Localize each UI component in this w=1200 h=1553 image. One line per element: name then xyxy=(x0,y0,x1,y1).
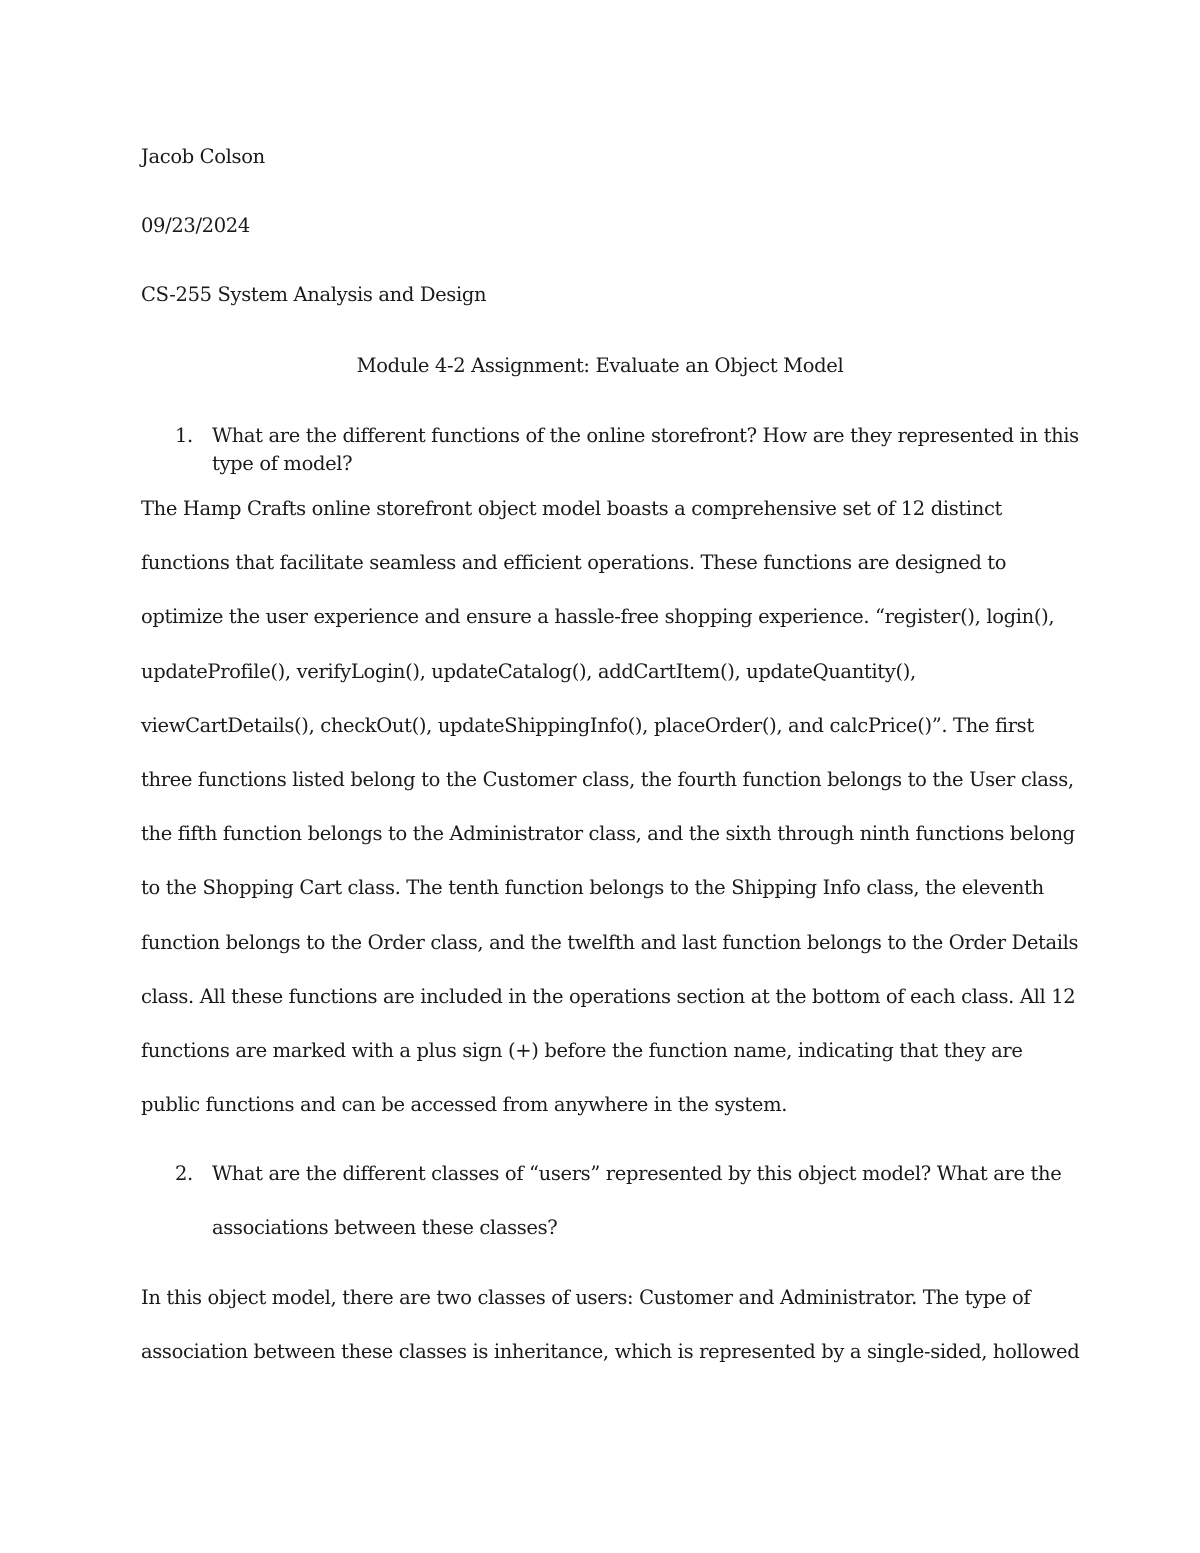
answer-1-line: functions that facilitate seamless and efficient operations. These functions are designed to xyxy=(141,551,1007,575)
answer-1-line: three functions listed belong to the Customer class, the fourth function belongs to the User class, xyxy=(141,768,1074,792)
question-1-line: type of model? xyxy=(212,452,353,475)
question-2-number: 2. xyxy=(175,1162,193,1185)
question-2 xyxy=(175,1147,1075,1255)
answer-1-line: functions are marked with a plus sign (+) before the function name, indicating that they are xyxy=(141,1039,1023,1063)
answer-1-line: public functions and can be accessed from anywhere in the system. xyxy=(141,1093,788,1117)
answer-1-line: class. All these functions are included in the operations section at the bottom of each class. All 12 xyxy=(141,984,1076,1008)
question-2-line: associations between these classes? xyxy=(212,1216,558,1239)
question-1-text xyxy=(212,422,1079,478)
answer-2-paragraph xyxy=(141,1271,1080,1379)
page-title: Module 4-2 Assignment: Evaluate an Object Model xyxy=(356,354,844,377)
answer-1-line: function belongs to the Order class, and the twelfth and last function belongs to the Order Details xyxy=(141,930,1079,954)
answer-1-line: updateProfile(), verifyLogin(), updateCatalog(), addCartItem(), updateQuantity(), xyxy=(141,659,916,683)
answer-2-line: In this object model, there are two classes of users: Customer and Administrator. The type of xyxy=(141,1286,1031,1309)
author-name: Jacob Colson xyxy=(141,145,265,168)
answer-1-line: The Hamp Crafts online storefront object model boasts a comprehensive set of 12 distinct xyxy=(141,497,1003,520)
question-2-line: What are the different classes of “users” represented by this object model? What are the xyxy=(212,1162,1062,1185)
answer-1-line: viewCartDetails(), checkOut(), updateShippingInfo(), placeOrder(), and calcPrice()”. The first xyxy=(141,713,1034,737)
answer-2-line: association between these classes is inheritance, which is represented by a single-sided, hollowed xyxy=(141,1340,1080,1364)
question-1-line: What are the different functions of the online storefront? How are they represented in this xyxy=(212,424,1079,447)
question-1 xyxy=(175,422,1079,478)
course-name: CS-255 System Analysis and Design xyxy=(141,283,487,306)
question-2-text xyxy=(212,1147,1061,1255)
answer-1-paragraph xyxy=(141,482,1079,1132)
answer-1-line: optimize the user experience and ensure a hassle-free shopping experience. “register(), login(), xyxy=(141,605,1055,629)
answer-1-line: to the Shopping Cart class. The tenth function belongs to the Shipping Info class, the eleventh xyxy=(141,876,1044,900)
submission-date: 09/23/2024 xyxy=(141,214,250,237)
answer-1-line: the fifth function belongs to the Administrator class, and the sixth through ninth functions belong xyxy=(141,822,1075,846)
question-1-number: 1. xyxy=(175,424,193,447)
